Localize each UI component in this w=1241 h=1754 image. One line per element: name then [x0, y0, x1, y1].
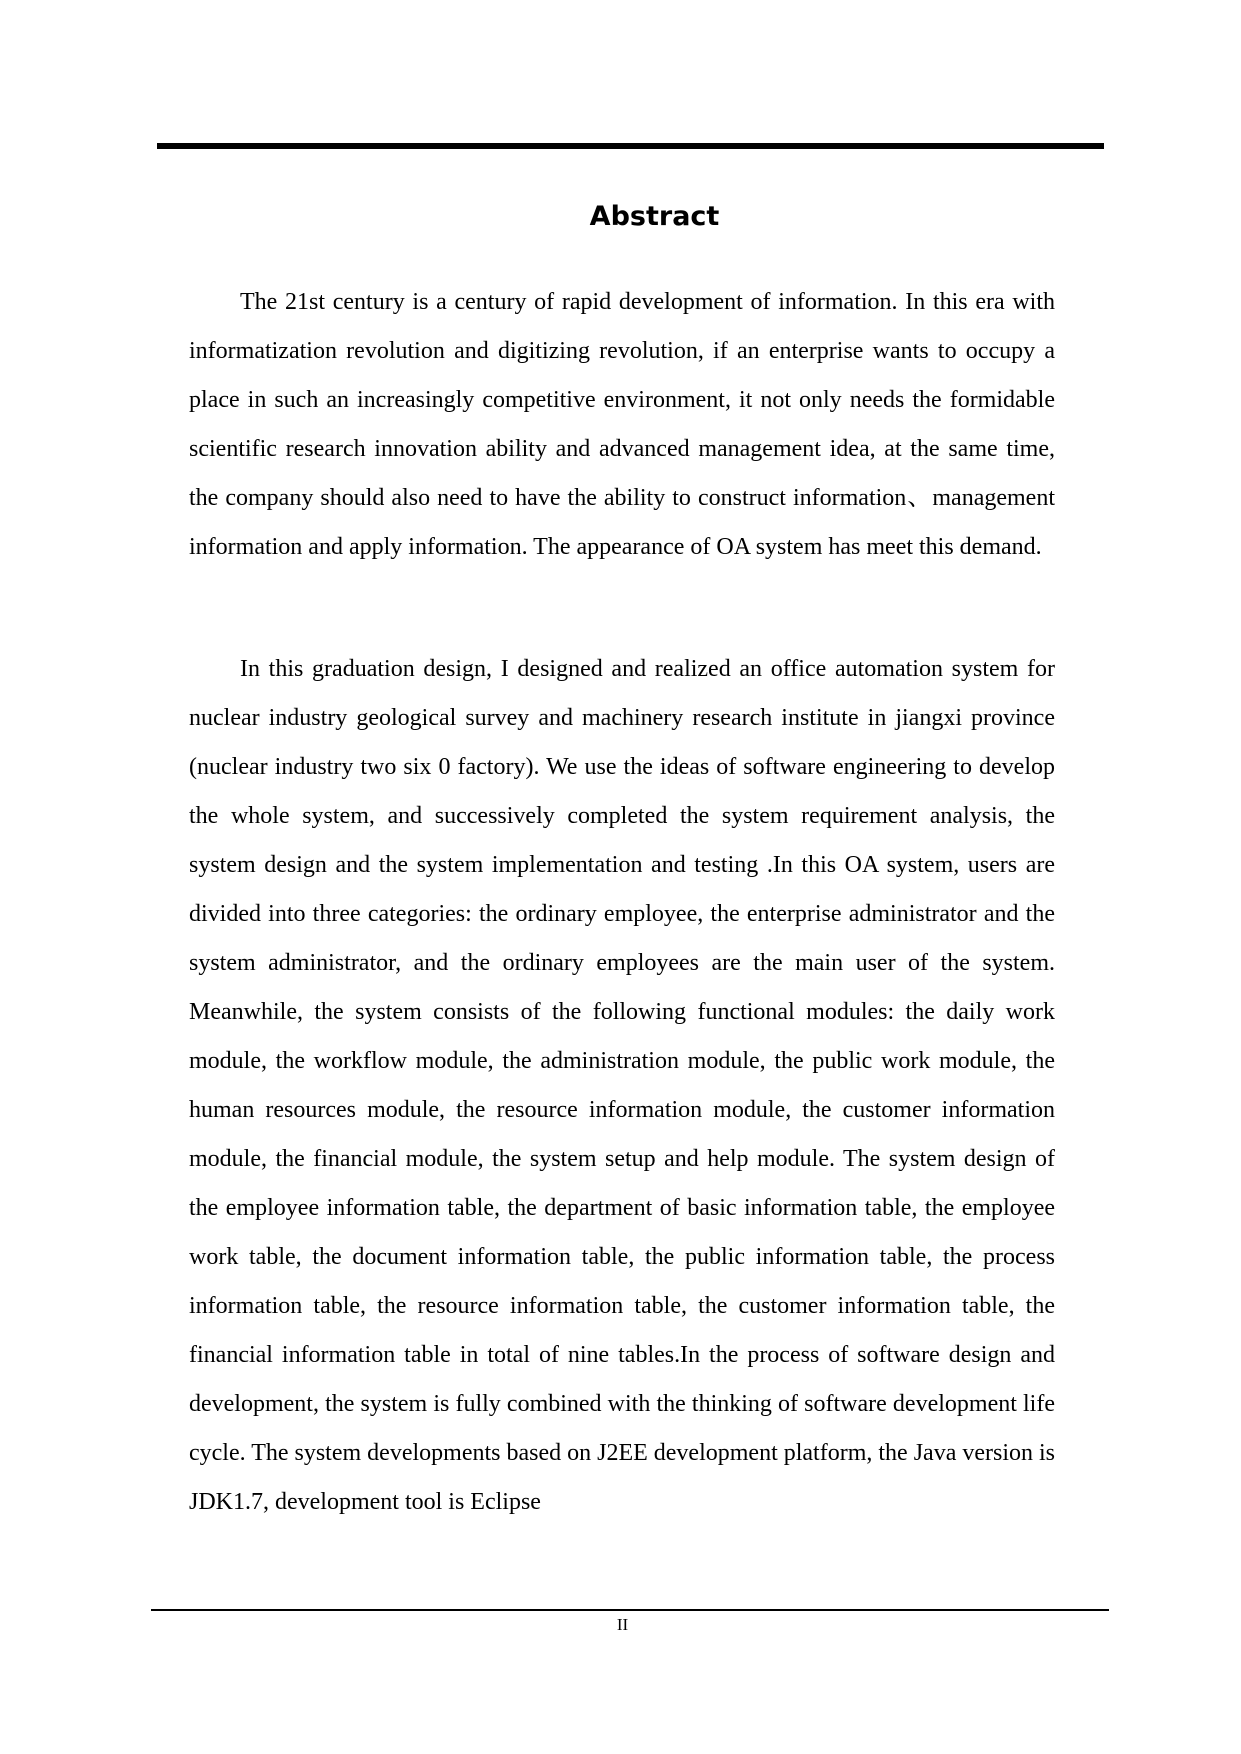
header-rule: [157, 143, 1104, 149]
page-title: Abstract: [589, 201, 720, 232]
page-number: II: [616, 1615, 629, 1634]
footer-rule: [151, 1609, 1109, 1611]
abstract-paragraph-1: The 21st century is a century of rapid development of information. In this era with informatization revolution and digitizing revolution, if an enterprise wants to occupy a place in such an increasingly competitive environment, it not only needs the formidable scientific research innovation ability and advanced management idea, at the same time, the company should also need to have the ability to construct information、management information and apply information. The appearance of OA system has meet this demand.: [189, 289, 1055, 560]
abstract-paragraph-2: In this graduation design, I designed and realized an office automation system for nuclear industry geological survey and machinery research institute in jiangxi province (nuclear industry two six 0 factory). We use the ideas of software engineering to develop the whole system, and successively completed the system requirement analysis, the system design and the system implementation and testing .In this OA system, users are divided into three categories: the ordinary employee, the enterprise administrator and the system administrator, and the ordinary employees are the main user of the system. Meanwhile, the system consists of the following functional modules: the daily work module, the workflow module, the administration module, the public work module, the human resources module, the resource information module, the customer information module, the financial module, the system setup and help module. The system design of the employee information table, the department of basic information table, the employee work table, the document information table, the public information table, the process information table, the resource information table, the customer information table, the financial information table in total of nine tables.In the process of software design and development, the system is fully combined with the thinking of software development life cycle. The system developments based on J2EE development platform, the Java version is JDK1.7, development tool is Eclipse: [189, 656, 1056, 1515]
